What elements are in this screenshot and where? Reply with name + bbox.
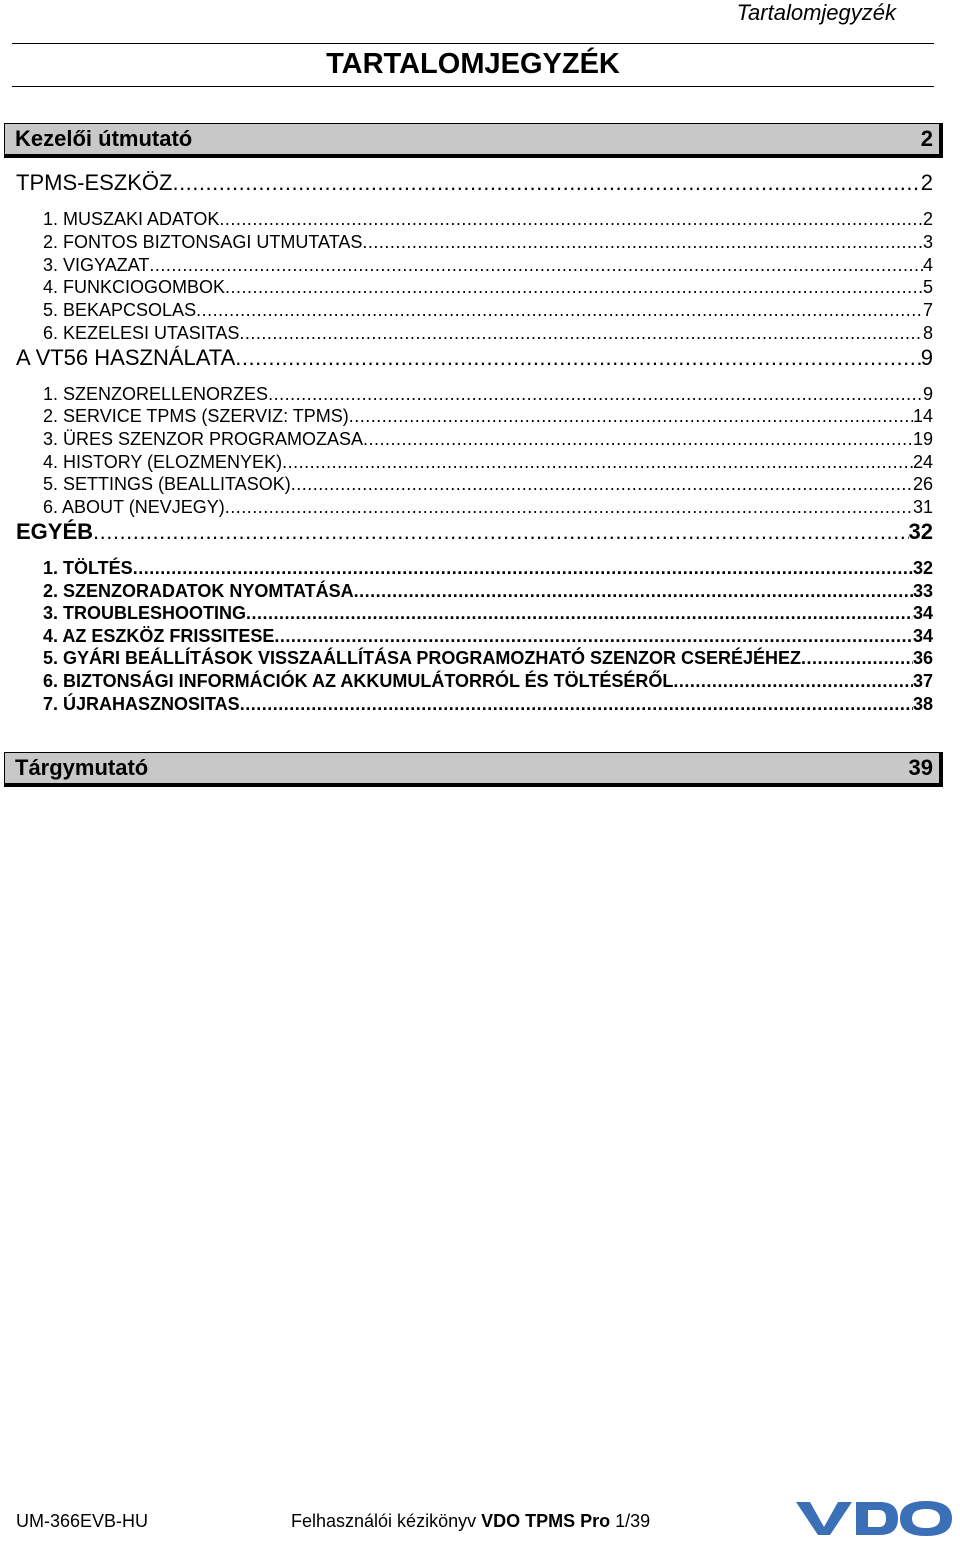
page-title: TARTALOMJEGYZÉK — [326, 48, 620, 80]
section-band-kezeloi — [4, 123, 943, 158]
toc-entry[interactable]: TPMS-ESZKÖZ ..... 2 — [16, 170, 933, 196]
toc-entry[interactable]: 1. TÖLTÉS ..... 32 — [43, 557, 933, 579]
footer-manual-info — [291, 1509, 650, 1533]
toc-entry[interactable]: 3. TROUBLESHOOTING ..... 34 — [43, 602, 933, 624]
band-page: 2 — [920, 126, 933, 151]
footer-page-number: 1/39 — [615, 1511, 651, 1531]
toc-entry[interactable]: 6. KEZELESI UTASITAS ..... 8 — [43, 322, 933, 344]
footer-product: VDO TPMS Pro — [481, 1511, 611, 1531]
section-band-targymutato — [4, 752, 943, 787]
toc-entry[interactable]: A VT56 HASZNÁLATA ..... 9 — [16, 345, 933, 371]
toc-entry[interactable]: 3. VIGYAZAT ..... 4 — [43, 254, 933, 276]
toc-entry[interactable]: 2. SZENZORADATOK NYOMTATÁSA ..... 33 — [43, 580, 933, 602]
toc-entry[interactable]: 2. FONTOS BIZTONSAGI UTMUTATAS ..... 3 — [43, 231, 933, 253]
toc-entry[interactable]: 1. MUSZAKI ADATOK ..... 2 — [43, 208, 933, 230]
footer-manual-label: Felhasználói kézikönyv — [291, 1511, 477, 1531]
band-page: 39 — [908, 755, 933, 780]
toc-entry[interactable]: 6. ABOUT (NEVJEGY) ..... 31 — [43, 496, 933, 518]
toc-entry[interactable]: 1. SZENZORELLENORZES ..... 9 — [43, 383, 933, 405]
toc-entry[interactable]: 5. GYÁRI BEÁLLÍTÁSOK VISSZAÁLLÍTÁSA PROGRAMOZHATÓ SZENZOR CSERÉJÉHEZ ..... 36 — [43, 647, 933, 669]
toc-entry[interactable]: 3. ÜRES SZENZOR PROGRAMOZASA ..... 19 — [43, 428, 933, 450]
toc-entry[interactable]: 6. BIZTONSÁGI INFORMÁCIÓK AZ AKKUMULÁTORRÓL ÉS TÖLTÉSÉRŐL ..... 37 — [43, 670, 933, 692]
footer-doc-code: UM-366EVB-HU — [16, 1511, 149, 1531]
toc-entry[interactable]: 2. SERVICE TPMS (SZERVIZ: TPMS) ..... 14 — [43, 405, 933, 427]
vdo-logo-icon — [796, 1499, 952, 1537]
toc-entry[interactable]: 7. ÚJRAHASZNOSITAS ..... 38 — [43, 693, 933, 715]
vdo-logo — [796, 1499, 952, 1542]
toc-entry[interactable]: EGYÉB ..... 32 — [16, 519, 933, 545]
toc-entry[interactable]: 5. BEKAPCSOLAS ..... 7 — [43, 299, 933, 321]
toc-entry[interactable]: 4. AZ ESZKÖZ FRISSITESE ..... 34 — [43, 625, 933, 647]
band-label: Kezelői útmutató — [15, 126, 193, 151]
toc-entry[interactable]: 4. HISTORY (ELOZMENYEK) ..... 24 — [43, 451, 933, 473]
running-header: Tartalomjegyzék — [736, 0, 896, 25]
toc-entry[interactable]: 5. SETTINGS (BEALLITASOK) ..... 26 — [43, 473, 933, 495]
toc-entry[interactable]: 4. FUNKCIOGOMBOK ..... 5 — [43, 276, 933, 298]
header-rule-bottom — [12, 86, 934, 87]
band-label: Tárgymutató — [15, 755, 149, 780]
